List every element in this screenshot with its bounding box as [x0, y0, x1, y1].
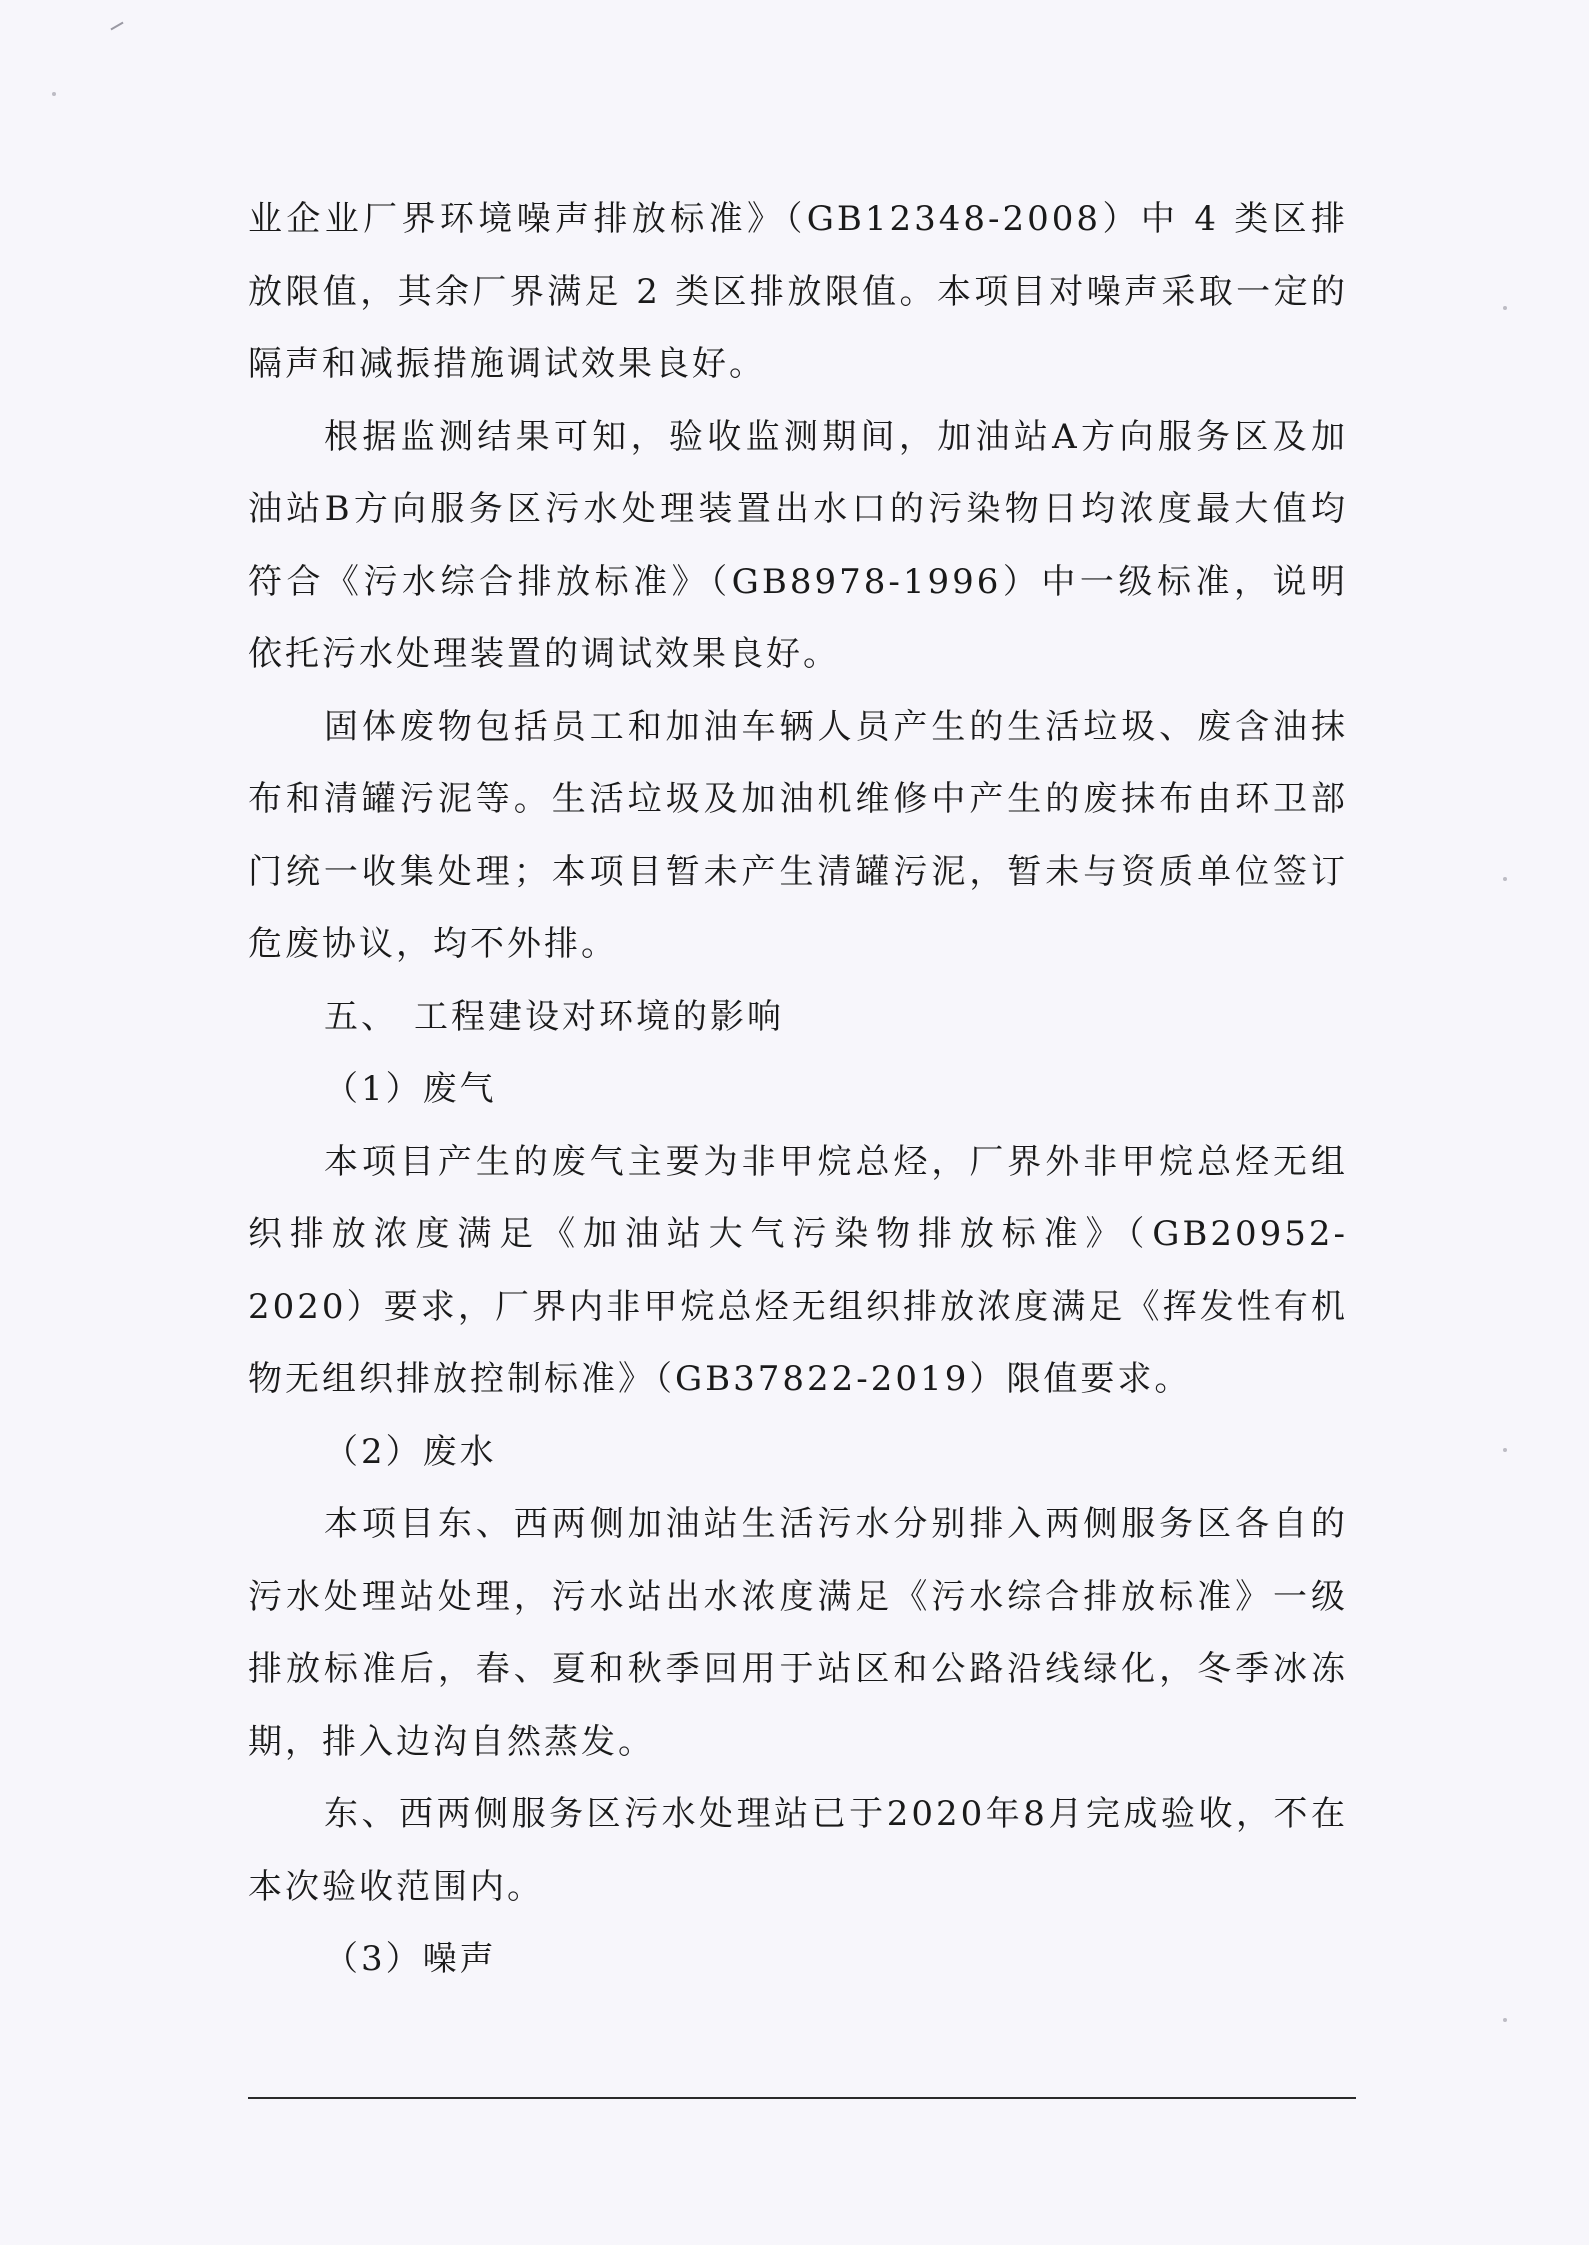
scan-speck [1503, 306, 1507, 310]
paragraph-noise-standard: 业企业厂界环境噪声排放标准》（GB12348-2008）中 4 类区排放限值，其余厂界满足 2 类区排放限值。本项目对噪声采取一定的隔声和减振措施调试效果良好。 [248, 199, 1348, 384]
footer-rule [248, 2097, 1356, 2099]
body-text [248, 183, 1348, 1996]
section-number: 五、 [324, 996, 398, 1037]
paragraph-wastewater-monitoring: 根据监测结果可知，验收监测期间，加油站A方向服务区及加油站B方向服务区污水处理装置出水口的污染物日均浓度最大值均符合《污水综合排放标准》（GB8978-1996）中一级标准，说明依托污水处理装置的调试效果良好。 [248, 416, 1348, 674]
scan-speck [1503, 877, 1507, 881]
subheading-exhaust: （1）废气 [324, 1069, 497, 1109]
section-heading [248, 981, 1348, 1054]
scan-speck [1503, 1448, 1507, 1452]
subheading-noise: （3）噪声 [324, 1939, 497, 1979]
scan-speck [1503, 2018, 1507, 2022]
paragraph-wastewater-treatment: 本项目东、西两侧加油站生活污水分别排入两侧服务区各自的污水处理站处理，污水站出水浓度满足《污水综合排放标准》一级排放标准后，春、夏和秋季回用于站区和公路沿线绿化，冬季冰冻期，排入边沟自然蒸发。 [248, 1504, 1348, 1762]
scan-mark [110, 22, 123, 31]
subheading-wastewater: （2）废水 [324, 1431, 497, 1472]
paragraph-solid-waste: 固体废物包括员工和加油车辆人员产生的生活垃圾、废含油抹布和清罐污泥等。生活垃圾及加油机维修中产生的废抹布由环卫部门统一收集处理；本项目暂未产生清罐污泥，暂未与资质单位签订危废协议，均不外排。 [248, 706, 1348, 964]
section-title: 工程建设对环境的影响 [414, 996, 784, 1037]
scan-speck [52, 92, 56, 96]
paragraph-exhaust: 本项目产生的废气主要为非甲烷总烃，厂界外非甲烷总烃无组织排放浓度满足《加油站大气污染物排放标准》（GB20952-2020）要求，厂界内非甲烷总烃无组织排放浓度满足《挥发性有机物无组织排放控制标准》（GB37822-2019）限值要求。 [248, 1141, 1348, 1399]
paragraph-wastewater-acceptance: 东、西两侧服务区污水处理站已于2020年8月完成验收，不在本次验收范围内。 [248, 1794, 1348, 1907]
